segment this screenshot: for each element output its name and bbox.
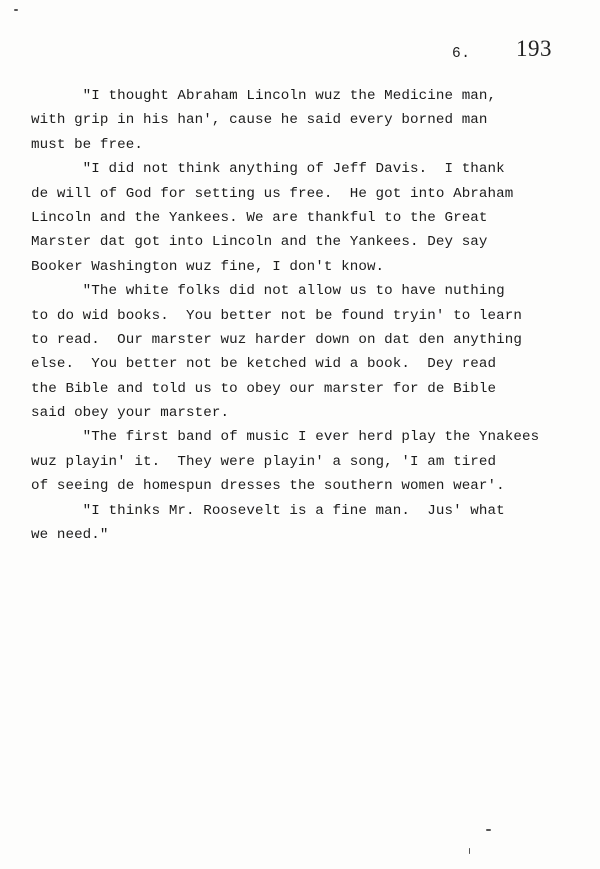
text-line: with grip in his han', cause he said every borned man <box>31 112 488 129</box>
section-number: 6. <box>452 46 471 62</box>
text-line: "I thinks Mr. Roosevelt is a fine man. Jus' what <box>31 502 505 519</box>
text-line: "I thought Abraham Lincoln wuz the Medicine man, <box>31 88 497 104</box>
scan-speck <box>14 9 18 11</box>
text-line: Booker Washington wuz fine, I don't know. <box>31 258 385 275</box>
scan-speck <box>469 848 470 854</box>
scan-speck <box>486 829 491 831</box>
text-line: to read. Our marster wuz harder down on dat den anything <box>31 331 522 348</box>
page-number: 193 <box>516 36 552 61</box>
text-line: "The white folks did not allow us to have nuthing <box>31 283 505 300</box>
text-line: else. You better not be ketched wid a book. Dey read <box>31 356 497 373</box>
text-line: Marster dat got into Lincoln and the Yankees. Dey say <box>31 234 488 251</box>
text-line: we need." <box>31 527 109 544</box>
text-line: to do wid books. You better not be found tryin' to learn <box>31 307 522 324</box>
text-line: "The first band of music I ever herd play the Ynakees <box>31 429 540 446</box>
text-line: said obey your marster. <box>31 405 230 422</box>
transcript-body <box>31 84 571 547</box>
text-line: de will of God for setting us free. He got into Abraham <box>31 185 514 202</box>
text-line: wuz playin' it. They were playin' a song, 'I am tired <box>31 453 497 470</box>
text-line: "I did not think anything of Jeff Davis. I thank <box>31 161 505 178</box>
text-line: Lincoln and the Yankees. We are thankful to the Great <box>31 209 488 226</box>
text-line: must be free. <box>31 136 143 153</box>
text-line: the Bible and told us to obey our marster for de Bible <box>31 380 497 397</box>
text-line: of seeing de homespun dresses the southern women wear'. <box>31 478 505 495</box>
